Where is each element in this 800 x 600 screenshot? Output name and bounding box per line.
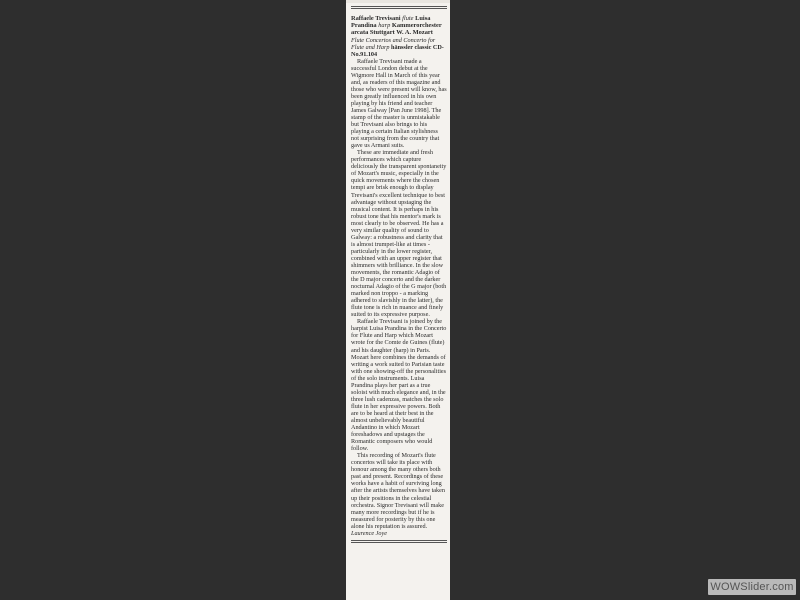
reviewer-byline: Laurence Joye — [351, 529, 388, 537]
partner-name: Luisa Prandina — [351, 15, 431, 30]
record-label: hänssler classic CD-No.91.104 — [351, 43, 444, 58]
bottom-divider — [351, 540, 447, 543]
review-subhead — [351, 37, 447, 58]
top-divider — [351, 6, 447, 9]
review-paragraph: This recording of Mozart's flute concertos will take its place with honour among the many others both past and present. Recordings of these works have a habit of surviving long after the artists themselves have taken up their positions in the celestial orchestra. Signor Trevisani will make many more recordings but if he is measured for posterity by this one alone his reputation is assured. — [351, 452, 445, 530]
review-heading — [351, 15, 447, 37]
review-paragraph: These are immediate and fresh performances which capture deliciously the transparent spontaneity of Mozart's music, especially in the quick movements where the chosen tempi are brisk enough to display Trevisani's excellent technique to best advantage without upstaging the musical content. It is perhaps in his robust tone that his mentor's mark is most clearly to be observed. He has a very similar quality of sound to Galway: a robustness and clarity that is almost trumpet-like at times - particularly in the lower register, combined with an upper register that shimmers with brilliance. In the slow movements, the romantic Adagio of the D major concerto and the darker nocturnal Adagio of the G major (both marked non troppo - a marking adhered to slavishly in the latter), the flute tone is rich in nuance and finely suited to its expressive purpose. — [351, 149, 447, 319]
artist-name: Raffaele Trevisani — [351, 15, 401, 22]
artist-instrument: flute — [402, 15, 414, 22]
review-paragraph: Raffaele Trevisani is joined by the harpist Luisa Prandina in the Concerto for Flute and Harp which Mozart wrote for the Comte de Guines (flute) and his daughter (harp) in Paris. Mozart here combines the demands of writing a work suited to Parisian taste with one showing-off the personalities of the solo instruments. Luisa Prandina plays her part as a true soloist with much elegance and, in the three lush cadenzas, matches the solo flute in her expressive powers. Both are to be heard at their best in the almost unbelievably beautiful Andantino in which Mozart foreshadows and upstages the Romantic composers who would follow. — [351, 318, 447, 453]
review-body — [351, 58, 447, 530]
ensemble-name: Kammerorchester arcata Stuttgart W. A. Mozart — [351, 22, 442, 37]
album-title: Flute Concertos and Concerto for Flute and Harp — [351, 36, 436, 51]
magazine-clipping — [346, 0, 450, 600]
partner-instrument: harp — [378, 22, 391, 30]
review-paragraph: Raffaele Trevisani made a successful London debut at the Wigmore Hall in March of this year and, as readers of this magazine and those who were present will know, has been greatly influenced in his own playing by his friend and teacher James Galway [Pan June 1998]. The stamp of the master is unmistakable but Trevisani also brings to his playing a certain Italian stylishness not surprising from the country that gave us Armani suits. — [351, 57, 447, 150]
slider-watermark-link[interactable]: WOWSlider.com — [708, 579, 796, 595]
paper-edge — [346, 0, 450, 3]
